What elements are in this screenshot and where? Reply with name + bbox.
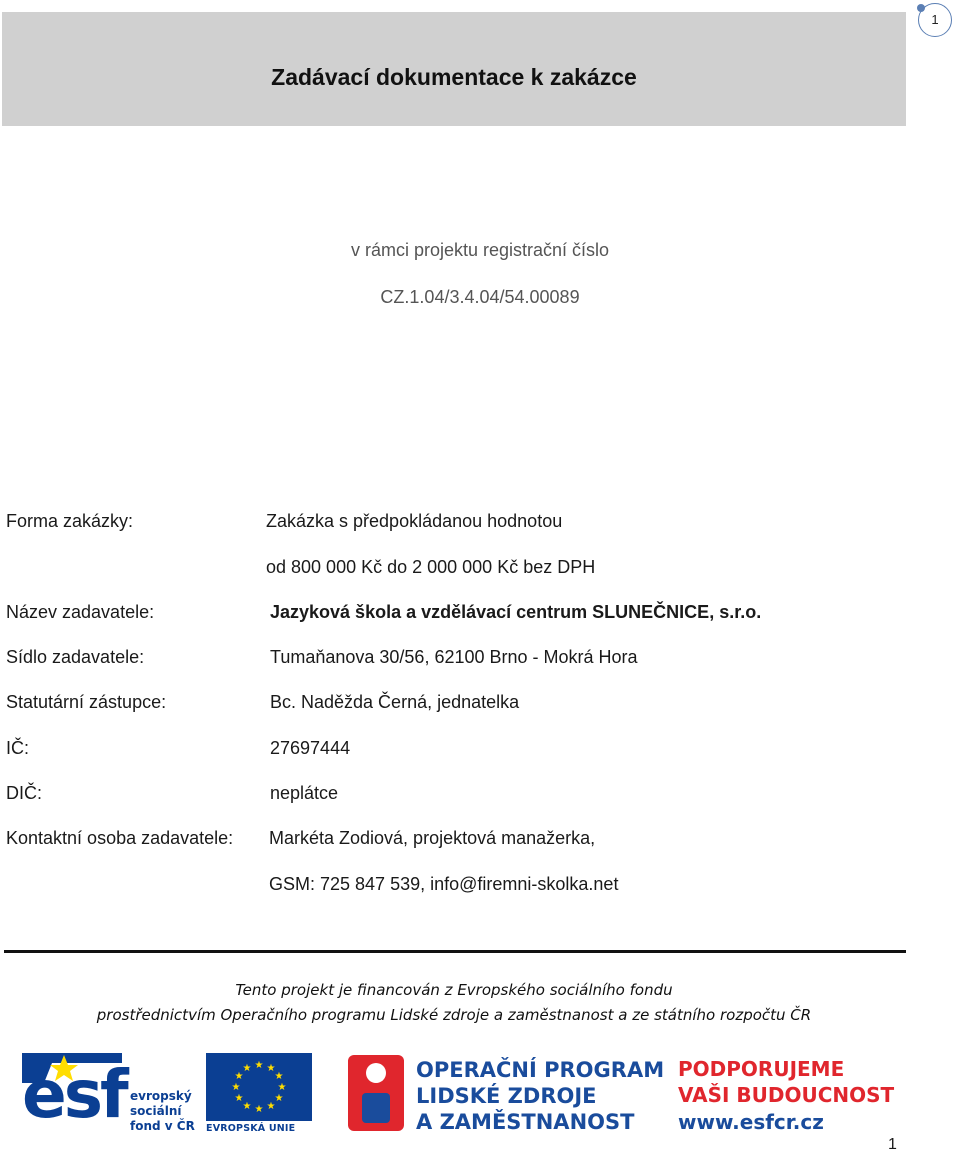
document-title: Zadávací dokumentace k zakázce [271,64,637,90]
forma-value-2: od 800 000 Kč do 2 000 000 Kč bez DPH [266,557,596,577]
svg-text:★: ★ [274,1093,284,1104]
op-puzzle-icon [344,1053,408,1135]
support-url: www.esfcr.cz [678,1110,824,1134]
svg-text:★: ★ [254,1104,264,1115]
sidlo-value: Tumaňanova 30/56, 62100 Brno - Mokrá Hora [270,647,638,667]
page-badge [918,3,952,37]
ic-value: 27697444 [270,738,351,758]
svg-text:★: ★ [231,1082,241,1093]
support-line-2: VAŠI BUDOUCNOST [678,1083,895,1107]
forma-label: Forma zakázky: [6,511,134,531]
op-logo [344,1053,665,1135]
svg-text:★: ★ [266,1101,276,1112]
svg-text:★: ★ [234,1071,244,1082]
svg-text:★: ★ [274,1071,284,1082]
kontakt-value-1: Markéta Zodiová, projektová manažerka, [269,828,596,848]
svg-text:★: ★ [234,1093,244,1104]
svg-text:★: ★ [242,1063,252,1074]
support-line-1: PODPORUJEME [678,1057,845,1081]
esf-wordmark: esf [22,1056,126,1133]
nazev-value: Jazyková škola a vzdělávací centrum SLUNEČNICE, s.r.o. [270,602,762,622]
eu-logo [206,1053,312,1135]
project-registration-number: CZ.1.04/3.4.04/54.00089 [380,287,580,307]
title-band [2,12,906,126]
esf-small-3: fond v ČR [130,1119,195,1133]
eu-stars-icon [206,1053,312,1121]
kontakt-value-2: GSM: 725 847 539, info@firemni-skolka.net [269,874,619,894]
page-badge-number: 1 [931,12,939,27]
statutarni-label: Statutární zástupce: [6,692,167,712]
svg-text:★: ★ [254,1060,264,1071]
project-line-1: v rámci projektu registrační číslo [350,240,610,260]
svg-text:★: ★ [242,1101,252,1112]
footer-line-2: prostřednictvím Operačního programu Lidské zdroje a zaměstnanost a ze státního rozpočtu ČR [96,1006,812,1024]
esf-small-1: evropský [130,1089,192,1103]
footer-line-1: Tento projekt je financován z Evropského sociálního fondu [235,981,673,999]
dic-label: DIČ: [6,783,42,803]
footer-rule [4,950,906,953]
ic-label: IČ: [6,738,30,758]
nazev-label: Název zadavatele: [6,602,155,622]
eu-caption: EVROPSKÁ UNIE [206,1123,296,1134]
esf-logo [22,1053,200,1135]
svg-text:★: ★ [277,1082,287,1093]
kontakt-label: Kontaktní osoba zadavatele: [6,828,234,848]
op-line-3: A ZAMĚSTNANOST [416,1110,635,1134]
statutarni-value: Bc. Naděžda Černá, jednatelka [270,692,520,712]
support-logo [678,1055,895,1135]
sidlo-label: Sídlo zadavatele: [6,647,145,667]
esf-small-2: sociální [130,1104,182,1118]
dic-value: neplátce [270,783,339,803]
eu-flag-icon [206,1053,312,1121]
page-number: 1 [888,1136,897,1153]
badge-dot-icon [917,4,925,12]
op-line-1: OPERAČNÍ PROGRAM [416,1058,665,1082]
op-line-2: LIDSKÉ ZDROJE [416,1084,597,1108]
svg-text:★: ★ [266,1063,276,1074]
forma-value-1: Zakázka s předpokládanou hodnotou [266,511,563,531]
